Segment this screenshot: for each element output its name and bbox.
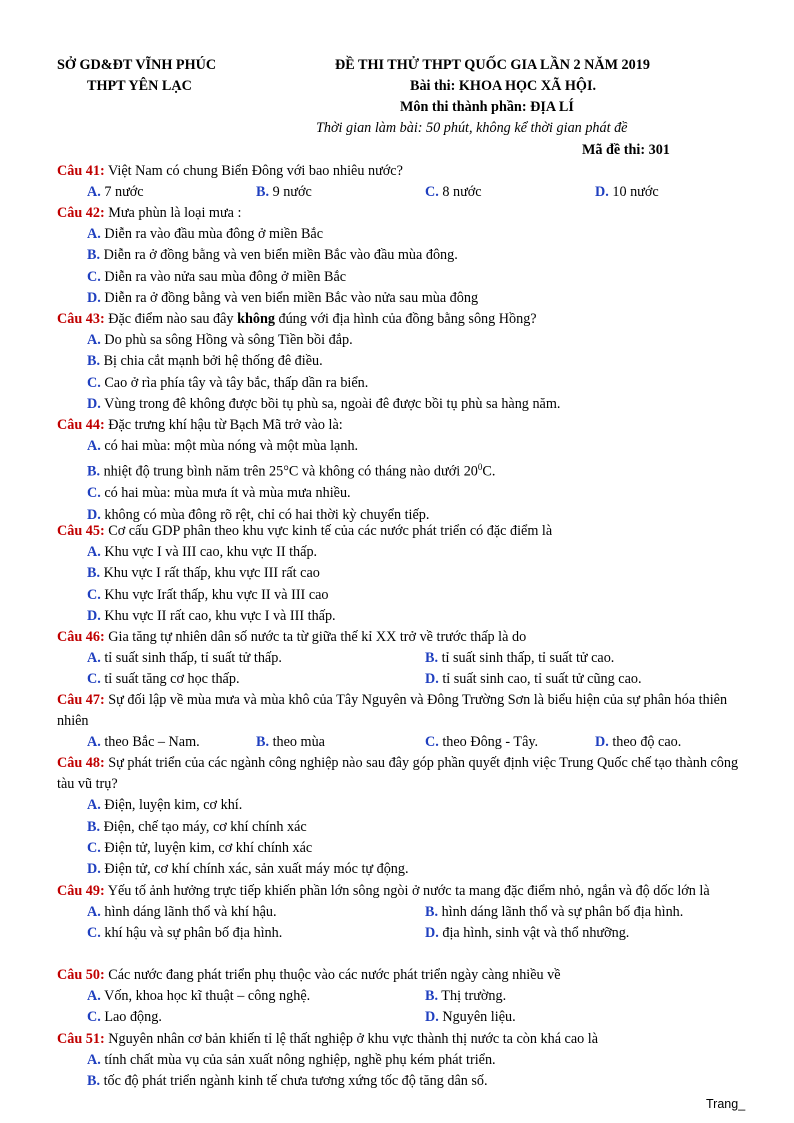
option-d[interactable]: D. Diễn ra ở đồng bằng và ven biển miền Bắc vào nửa sau mùa đông [87,289,479,306]
option-c[interactable]: C. Điện tử, luyện kim, cơ khí chính xác [87,839,313,856]
option-d[interactable]: D. Nguyên liệu. [425,1009,516,1026]
question-51 [57,1029,747,1093]
question-emphasis: không [237,311,275,327]
question-46 [57,627,747,691]
question-50 [57,965,747,1029]
question-number: Câu 51: [57,1031,105,1047]
option-d[interactable]: D. tỉ suất sinh cao, tỉ suất tử cũng cao. [425,671,642,688]
option-b[interactable]: B. theo mùa [256,734,325,751]
option-a[interactable]: A. hình dáng lãnh thổ và khí hậu. [87,904,277,921]
question-number: Câu 46: [57,629,105,645]
question-text: Gia tăng tự nhiên dân số nước ta từ giữa thế kỉ XX trở về trước thấp là do [104,629,527,645]
option-b[interactable]: B. Thị trường. [425,988,507,1005]
option-b[interactable]: B. Diễn ra ở đồng bằng và ven biển miền Bắc vào đầu mùa đông. [87,247,458,264]
option-a[interactable]: A. theo Bắc – Nam. [87,734,200,751]
question-text-end: đúng với địa hình của đồng bằng sông Hồng? [274,311,537,327]
question-text: Mưa phùn là loại mưa : [104,205,242,221]
option-d[interactable]: D. theo độ cao. [595,734,682,751]
question-47 [57,690,747,754]
option-a[interactable]: A. tính chất mùa vụ của sản xuất nông nghiệp, nghề phụ kém phát triển. [87,1052,496,1069]
option-b[interactable]: B. hình dáng lãnh thổ và sự phân bố địa hình. [425,904,684,921]
option-d[interactable]: D. không có mùa đông rõ rệt, chỉ có hai thời kỳ chuyển tiếp. [87,506,430,523]
option-c[interactable]: C. theo Đông - Tây. [425,734,539,751]
question-number: Câu 47: [57,692,105,708]
option-d[interactable]: D. 10 nước [595,184,659,201]
option-c[interactable]: C. Diễn ra vào nửa sau mùa đông ở miền Bắc [87,268,347,285]
option-d[interactable]: D. Điện tử, cơ khí chính xác, sản xuất máy móc tự động. [87,861,409,878]
exam-duration: Thời gian làm bài: 50 phút, không kể thời gian phát đề [316,120,628,136]
exam-code: Mã đề thi: 301 [582,142,670,158]
option-d[interactable]: D. Khu vực II rất cao, khu vực I và III thấp. [87,607,336,624]
option-a[interactable]: A. Vốn, khoa học kĩ thuật – công nghệ. [87,988,311,1005]
question-number: Câu 42: [57,205,105,221]
option-c[interactable]: C. có hai mùa: mùa mưa ít và mùa mưa nhiều. [87,485,351,502]
exam-component: Môn thi thành phần: ĐỊA LÍ [400,99,574,115]
option-b[interactable]: B. nhiệt độ trung bình năm trên 25°C và không có tháng nào dưới $20^0C$. [87,462,496,481]
option-b[interactable]: B. Điện, chế tạo máy, cơ khí chính xác [87,818,307,835]
question-text: Việt Nam có chung Biển Đông với bao nhiêu nước? [104,163,403,179]
option-a[interactable]: A. Do phù sa sông Hồng và sông Tiền bồi đắp. [87,332,353,349]
option-a[interactable]: A. Khu vực I và III cao, khu vực II thấp. [87,544,318,561]
question-text: Yếu tố ảnh hưởng trực tiếp khiến phần lớn sông ngòi ở nước ta mang đặc điểm nhỏ, ngắn và độ dốc lớn là [104,883,710,899]
exam-subject: Bài thi: KHOA HỌC XÃ HỘI. [410,78,597,94]
option-b[interactable]: B. tỉ suất sinh thấp, tỉ suất tử cao. [425,650,615,667]
question-48 [57,753,747,880]
option-c[interactable]: C. Khu vực Irất thấp, khu vực II và III cao [87,586,329,603]
school-name: THPT YÊN LẠC [87,78,192,94]
option-a[interactable]: A. Diễn ra vào đầu mùa đông ở miền Bắc [87,226,324,243]
option-c[interactable]: C. Lao động. [87,1009,162,1026]
question-41 [57,161,747,203]
question-text: Nguyên nhân cơ bản khiến tỉ lệ thất nghiệp ở khu vực thành thị nước ta còn khá cao là [104,1031,599,1047]
question-42 [57,203,747,309]
option-b[interactable]: B. Bị chia cắt mạnh bởi hệ thống đê điều. [87,353,323,370]
question-number: Câu 50: [57,967,105,983]
school-department: SỞ GD&ĐT VĨNH PHÚC [57,57,217,73]
question-number: Câu 45: [57,523,105,539]
option-b[interactable]: B. tốc độ phát triển ngành kinh tế chưa tương xứng tốc độ tăng dân số. [87,1073,488,1090]
option-a[interactable]: A. có hai mùa: một mùa nóng và một mùa lạnh. [87,438,359,455]
question-text: Sự đối lập về mùa mưa và mùa khô của Tây Nguyên và Đông Trường Sơn là biểu hiện của sự phân hóa thiên nhiên [57,692,728,730]
option-c[interactable]: C. khí hậu và sự phân bố địa hình. [87,925,283,942]
question-number: Câu 41: [57,163,105,179]
question-number: Câu 43: [57,311,105,327]
question-text: Đặc điểm nào sau đây [104,311,238,327]
option-d[interactable]: D. địa hình, sinh vật và thổ nhưỡng. [425,925,630,942]
question-text: Các nước đang phát triển phụ thuộc vào các nước phát triển ngày càng nhiều về [104,967,561,983]
question-number: Câu 49: [57,883,105,899]
question-text: Sự phát triển của các ngành công nghiệp nào sau đây góp phần quyết định việc Trung Quốc chế tạo thành công tàu vũ trụ? [57,755,739,793]
option-a[interactable]: A. Điện, luyện kim, cơ khí. [87,797,243,814]
option-a[interactable]: A. tỉ suất sinh thấp, tỉ suất tử thấp. [87,650,282,667]
option-b[interactable]: B. 9 nước [256,184,312,201]
question-text: Cơ cấu GDP phân theo khu vực kinh tế của các nước phát triển có đặc điểm là [104,523,553,539]
question-text: Đặc trưng khí hậu từ Bạch Mã trở vào là: [104,417,343,433]
question-number: Câu 44: [57,417,105,433]
question-44 [57,415,747,526]
option-b[interactable]: B. Khu vực I rất thấp, khu vực III rất cao [87,565,320,582]
option-c[interactable]: C. tỉ suất tăng cơ học thấp. [87,671,240,688]
question-43 [57,309,747,415]
exam-title: ĐỀ THI THỬ THPT QUỐC GIA LẦN 2 NĂM 2019 [335,57,650,73]
question-49 [57,881,747,945]
option-a[interactable]: A. 7 nước [87,184,144,201]
question-45 [57,521,747,627]
option-c[interactable]: C. Cao ở rìa phía tây và tây bắc, thấp dần ra biển. [87,374,369,391]
question-number: Câu 48: [57,755,105,771]
option-c[interactable]: C. 8 nước [425,184,482,201]
page-number: Trang_ [706,1097,746,1111]
option-d[interactable]: D. Vùng trong đê không được bồi tụ phù sa, ngoài đê được bồi tụ phù sa hàng năm. [87,395,561,412]
